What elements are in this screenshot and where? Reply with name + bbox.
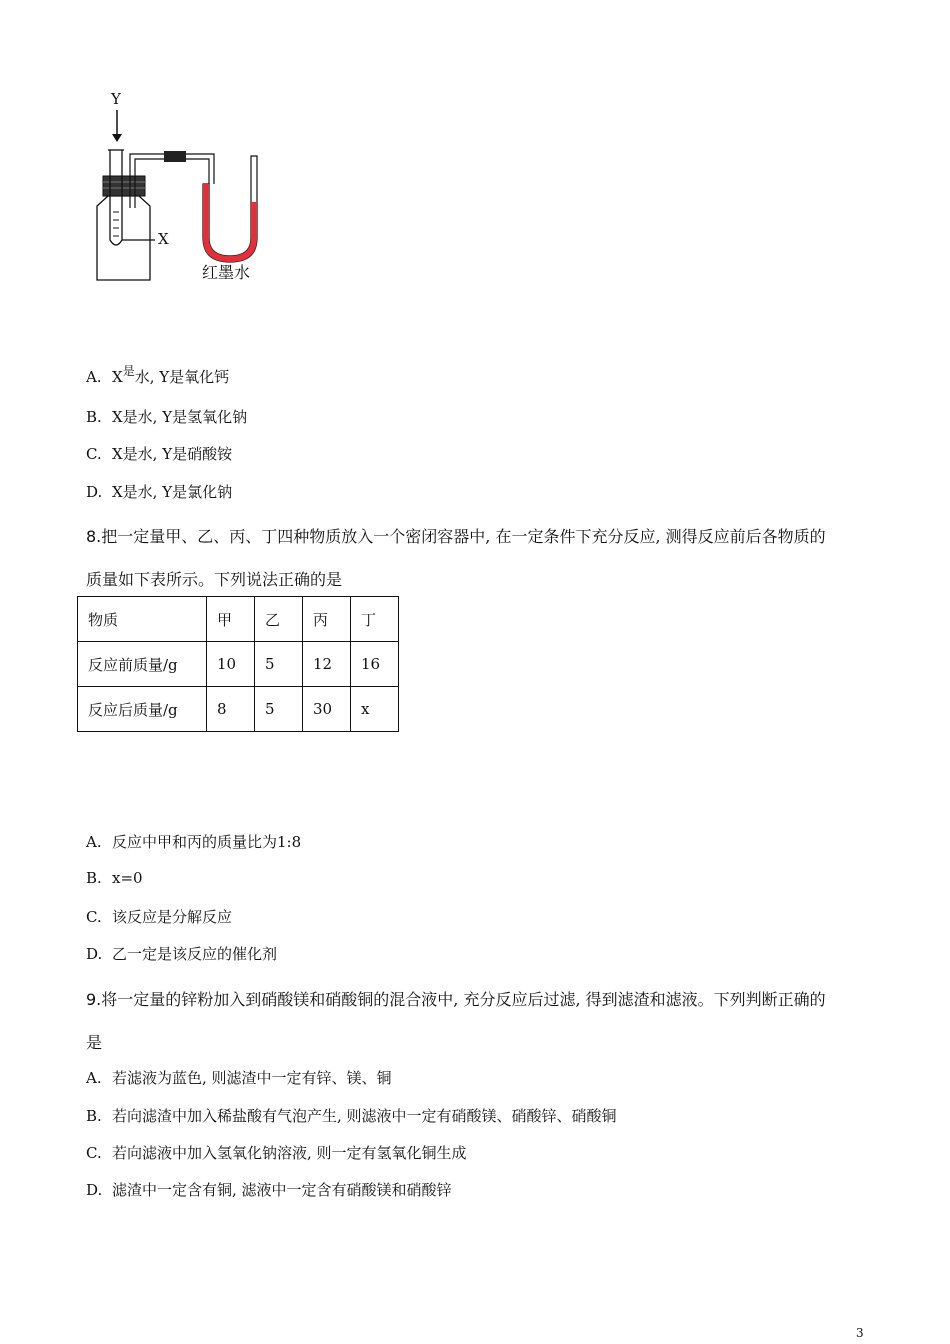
table-cell: 5: [255, 687, 303, 732]
q9-stem-line1: 9.将一定量的锌粉加入到硝酸镁和硝酸铜的混合液中, 充分反应后过滤, 得到滤渣和滤液。下列判断正确的: [86, 990, 826, 1009]
u-tube: [203, 156, 257, 262]
table-cell: 反应后质量/g: [78, 687, 207, 732]
q7-option-c[interactable]: C. X是水, Y是硝酸铵: [86, 445, 233, 463]
apparatus-diagram: [80, 88, 280, 288]
q9-option-a[interactable]: A. 若滤液为蓝色, 则滤渣中一定有锌、镁、铜: [86, 1069, 392, 1087]
q7-option-b[interactable]: B. X是水, Y是氢氧化钠: [86, 408, 248, 426]
table-cell: 反应前质量/g: [78, 642, 207, 687]
table-cell: 12: [303, 642, 351, 687]
table-cell: 16: [351, 642, 399, 687]
table-cell: 丁: [351, 597, 399, 642]
apparatus-figure: [80, 88, 280, 288]
q7-option-a[interactable]: A. $X^是$水, Y是氧化钙: [86, 364, 230, 386]
q9-option-d[interactable]: D. 滤渣中一定含有铜, 滤液中一定含有硝酸镁和硝酸锌: [86, 1181, 452, 1199]
label-x: X: [158, 230, 169, 248]
label-red-ink: 红墨水: [202, 263, 251, 282]
table-cell: x: [351, 687, 399, 732]
q8-stem-line1: 8.把一定量甲、乙、丙、丁四种物质放入一个密闭容器中, 在一定条件下充分反应, 测得反应前后各物质的: [86, 527, 826, 546]
table-cell: 甲: [207, 597, 255, 642]
table-cell: 10: [207, 642, 255, 687]
red-ink-liquid: [203, 184, 257, 262]
q9-option-c[interactable]: C. 若向滤液中加入氢氧化钠溶液, 则一定有氢氧化铜生成: [86, 1144, 467, 1162]
q8-option-d[interactable]: D. 乙一定是该反应的催化剂: [86, 945, 278, 963]
table-cell: 物质: [78, 597, 207, 642]
rubber-stopper: [103, 176, 145, 196]
table-row: [78, 642, 399, 687]
page-number: 3: [856, 1326, 864, 1340]
table-row: [78, 687, 399, 732]
test-tube: [110, 150, 122, 245]
label-y: Y: [111, 90, 121, 108]
q8-option-c[interactable]: C. 该反应是分解反应: [86, 908, 233, 926]
y-arrow-head: [112, 134, 122, 142]
q9-stem-line2: 是: [86, 1033, 103, 1052]
table-cell: 30: [303, 687, 351, 732]
table-cell: 5: [255, 642, 303, 687]
tube-connector: [164, 151, 186, 162]
table-row: [78, 597, 399, 642]
q8-option-a[interactable]: A. 反应中甲和丙的质量比为1:8: [86, 833, 302, 851]
table-cell: 8: [207, 687, 255, 732]
q9-option-b[interactable]: B. 若向滤渣中加入稀盐酸有气泡产生, 则滤液中一定有硝酸镁、硝酸锌、硝酸铜: [86, 1107, 617, 1125]
table-cell: 乙: [255, 597, 303, 642]
q8-option-b[interactable]: B. x=0: [86, 869, 143, 887]
q8-stem-line2: 质量如下表所示。下列说法正确的是: [86, 570, 343, 589]
q7-option-d[interactable]: D. X是水, Y是氯化钠: [86, 483, 233, 501]
mass-table: [77, 596, 399, 732]
table-cell: 丙: [303, 597, 351, 642]
bottle: [97, 196, 150, 280]
